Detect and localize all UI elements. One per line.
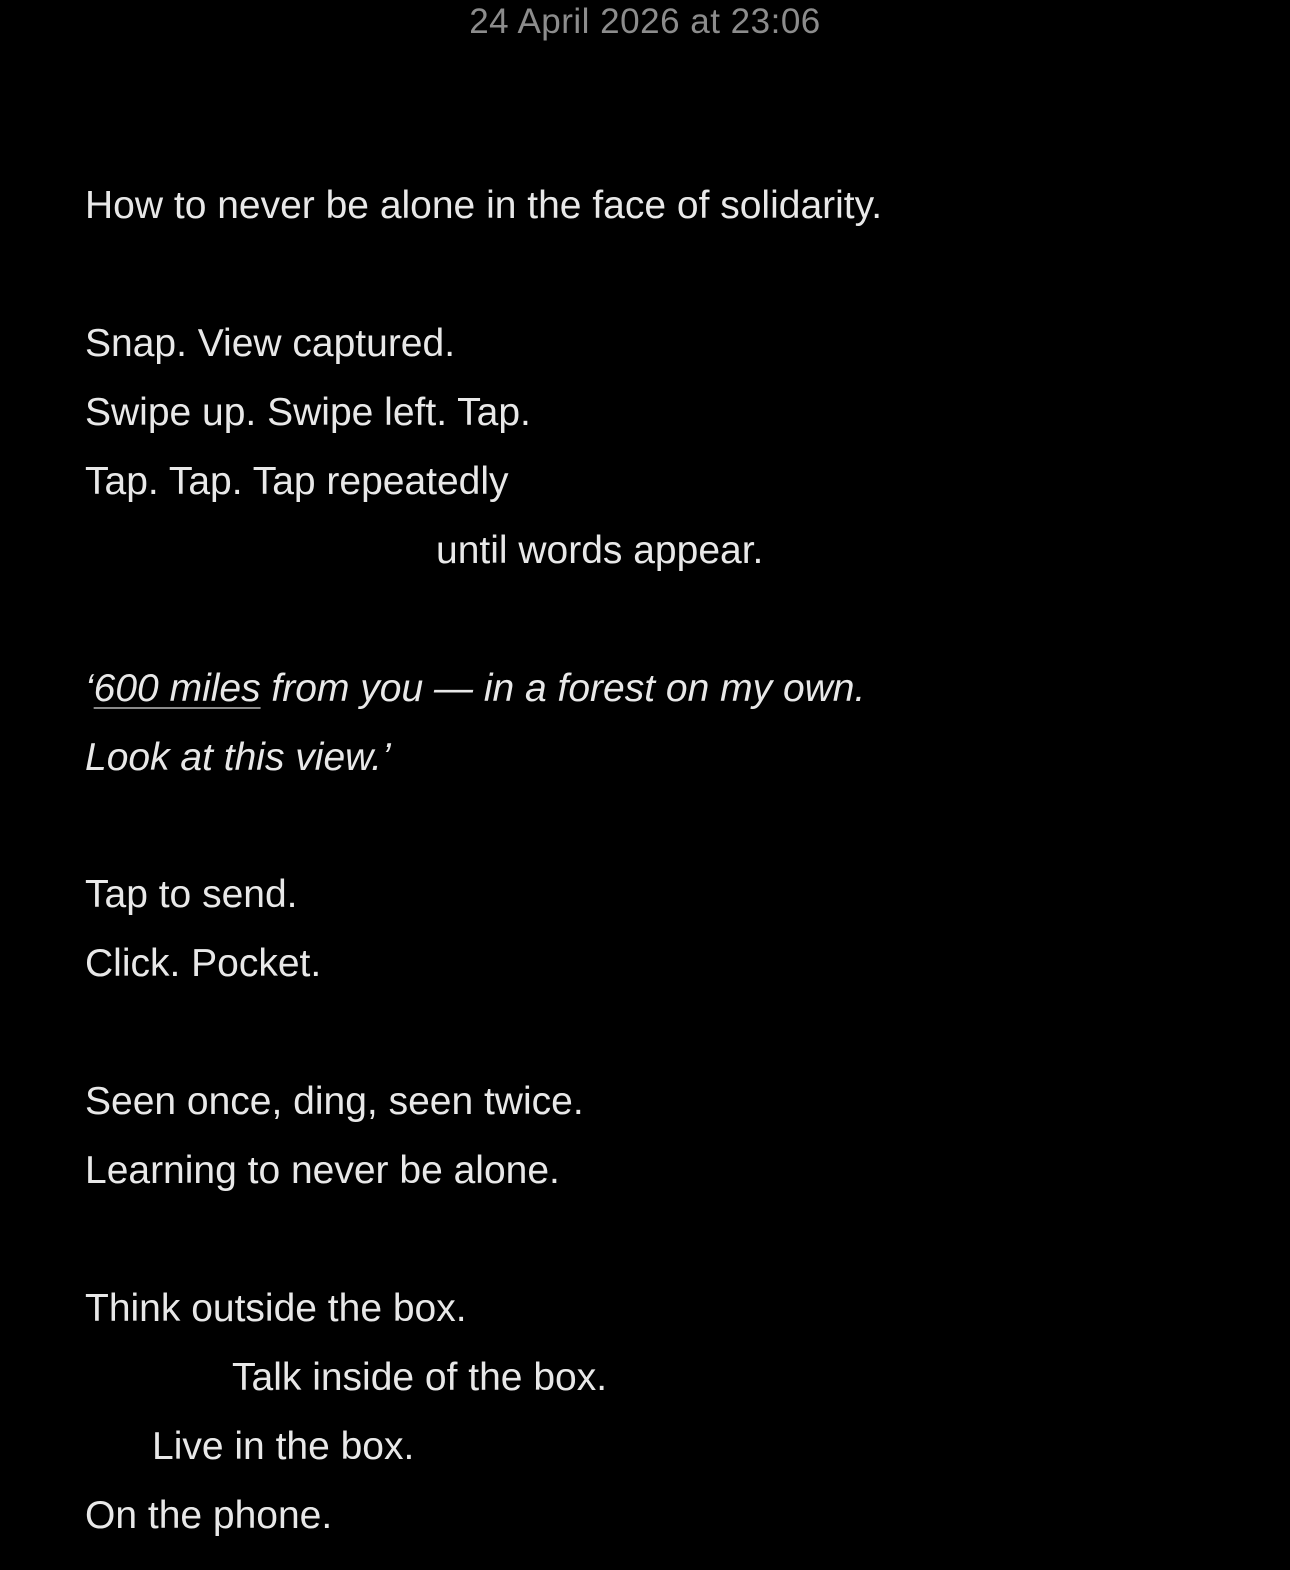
stanza1-line-4: until words appear. — [436, 529, 764, 572]
stanza4-line-3: Live in the box. — [152, 1425, 415, 1468]
stanza3-line-2: Learning to never be alone. — [85, 1149, 560, 1192]
quote-open-mark: ‘ — [85, 667, 94, 710]
stanza4-line-4: On the phone. — [85, 1494, 333, 1537]
stanza2-line-1: Tap to send. — [85, 873, 298, 916]
quote-line-1-rest: from you — in a forest on my own. — [260, 667, 866, 710]
stanza2-line-2: Click. Pocket. — [85, 942, 322, 985]
stanza1-line-2: Swipe up. Swipe left. Tap. — [85, 391, 531, 434]
note-timestamp: 24 April 2026 at 23:06 — [469, 2, 821, 41]
stanza4-line-1: Think outside the box. — [85, 1287, 467, 1330]
stanza3-line-1: Seen once, ding, seen twice. — [85, 1080, 584, 1123]
stanza4-line-2: Talk inside of the box. — [232, 1356, 608, 1399]
detected-link-distance[interactable]: 600 miles — [93, 667, 261, 710]
quote-line-1 — [85, 665, 865, 713]
quote-line-2: Look at this view.’ — [85, 736, 391, 779]
stanza1-line-3: Tap. Tap. Tap repeatedly — [85, 460, 509, 503]
note-title-line: How to never be alone in the face of solidarity. — [85, 184, 883, 227]
stanza1-line-1: Snap. View captured. — [85, 322, 456, 365]
